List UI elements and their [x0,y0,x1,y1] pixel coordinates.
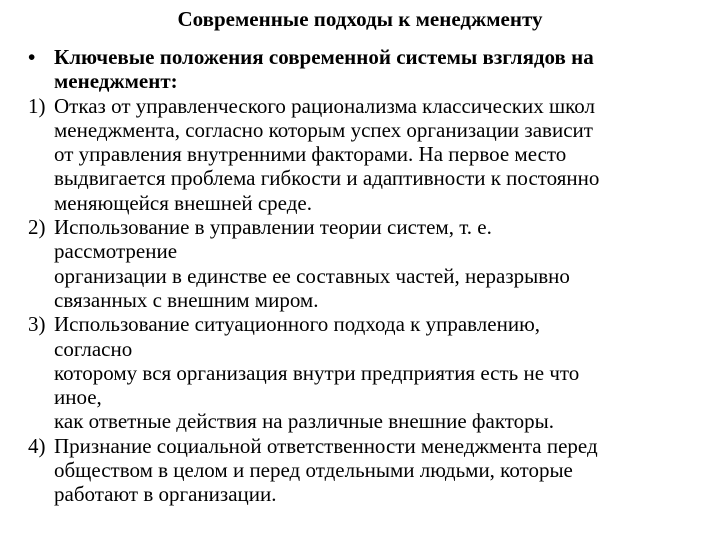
numbered-item-1 [28,94,688,215]
item-line: выдвигается проблема гибкости и адаптивности к постоянно [54,166,600,191]
item-line: Отказ от управленческого рационализма классических школ [54,93,595,118]
item-line: Признание социальной ответственности менеджмента перед [54,433,598,458]
item-line: Использование ситуационного подхода к управлению, [54,312,541,337]
item-line: иное, [54,385,102,410]
item-line: как ответные действия на различные внешние факторы. [54,409,555,434]
bullet-item [28,45,688,94]
item-line: менеджмента, согласно которым успех организации зависит [54,117,593,142]
slide-body [28,45,688,507]
numbered-item-4 [28,434,688,507]
bullet-line: Ключевые положения современной системы взглядов на [54,45,594,69]
numbered-item-2 [28,215,688,312]
item-marker: 3) [28,312,46,337]
item-line: обществом в целом и перед отдельными людьми, которые [54,458,573,483]
item-line: которому вся организация внутри предприятия есть не что [54,360,580,385]
item-marker: 2) [28,215,46,240]
numbered-item-3 [28,312,688,433]
item-line: согласно [54,336,133,361]
item-marker: 4) [28,433,46,458]
item-line: рассмотрение [54,239,178,264]
bullet-marker: • [28,45,36,69]
bullet-line: менеджмент: [54,69,178,94]
item-line: работают в организации. [54,482,277,507]
item-line: от управления внутренними факторами. На первое место [54,142,567,167]
item-line: связанных с внешним миром. [54,287,319,312]
item-line: организации в единстве ее составных частей, неразрывно [54,263,570,288]
slide-title: Современные подходы к менеджменту [177,7,543,31]
item-line: меняющейся внешней среде. [54,190,312,215]
item-line: Использование в управлении теории систем, т. е. [54,215,492,240]
item-marker: 1) [28,93,46,118]
